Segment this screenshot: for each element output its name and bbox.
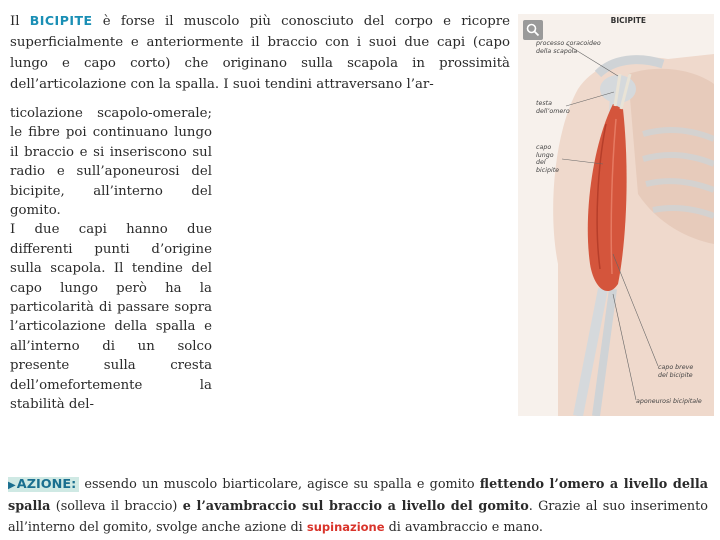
label-testa-omero — [536, 100, 570, 115]
text-column — [10, 104, 212, 415]
intro-lead: Il — [10, 14, 30, 29]
azione-bold-2: e l’avambraccio sul braccio a livello del gomito — [182, 499, 529, 514]
play-triangle-icon: ▶ — [8, 480, 17, 491]
azione-paragraph — [8, 474, 708, 538]
label-line: dell’omero — [536, 107, 570, 115]
intro-text: è forse il muscolo più conosciuto del corpo e ricopre superficialmente e anteriormente il braccio con i suoi due capi (capo lungo e capo corto) che originano sulla scapola in prossimità dell’articolazione con la spalla. I suoi tendini attraversano l’ar- — [10, 14, 510, 92]
figure-title: BICIPITE — [610, 16, 646, 25]
label-line: bicipite — [536, 166, 560, 174]
keyword-bicipite: BICIPITE — [29, 13, 93, 28]
azione-text-1: essendo un muscolo biarticolare, agisce su spalla e gomito — [79, 477, 480, 492]
azione-tag-label: AZIONE: — [16, 477, 77, 492]
label-line: aponeurosi bicipitale — [636, 398, 702, 405]
magnifier-icon — [526, 23, 540, 37]
azione-text-3: . Grazie al suo inserimento all’interno del gomito, svolge anche azione di — [8, 499, 708, 535]
label-line: capo breve — [658, 364, 694, 371]
biceps-figure — [518, 14, 714, 416]
label-line: lungo — [536, 151, 554, 159]
keyword-supinazione: supinazione — [306, 520, 385, 534]
label-line: processo coracoideo — [536, 40, 601, 47]
label-line: capo — [536, 144, 552, 151]
column-paragraph-2: I due capi hanno due differenti punti d’origine sulla scapola. Il tendine del capo lungo però ha la particolarità di passare sopra l’articolazione della spalla e all’interno di un solco presente sulla cresta dell’omefortemente la stabilità del- — [10, 222, 212, 413]
label-line: testa — [536, 100, 552, 107]
biceps-illustration — [518, 14, 714, 416]
column-paragraph-1: ticolazione scapolo-omerale; le fibre poi continuano lungo il braccio e si inseriscono sul radio e sull’aponeurosi del bicipite, all’interno del gomito. — [10, 106, 212, 219]
label-capo-lungo — [536, 144, 559, 174]
zoom-button[interactable] — [523, 20, 543, 40]
azione-text-4: di avambraccio e mano. — [384, 520, 543, 535]
intro-paragraph — [10, 10, 510, 95]
label-processo-coracoideo — [536, 40, 601, 55]
label-line: del bicipite — [658, 371, 693, 379]
azione-bold-1: flettendo l’omero a livello della spalla — [8, 477, 708, 514]
label-capo-breve — [658, 364, 693, 379]
azione-tag — [8, 477, 79, 492]
label-line: del — [536, 159, 546, 166]
label-aponeurosi — [636, 398, 702, 406]
azione-text-2: (solleva il braccio) — [50, 499, 183, 514]
label-line: della scapola — [536, 47, 578, 55]
